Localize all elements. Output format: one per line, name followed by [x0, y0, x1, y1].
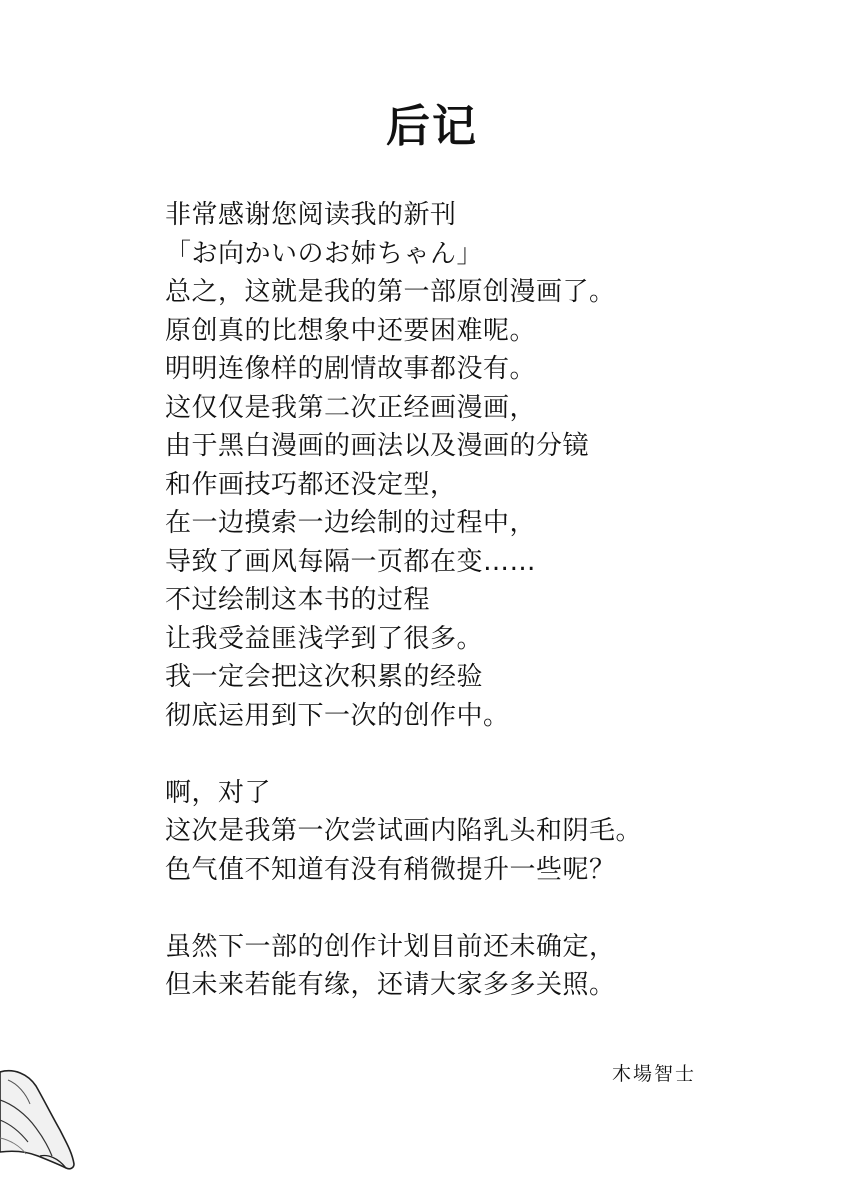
paragraph-closing — [165, 928, 845, 1005]
text-line: 虽然下一部的创作计划目前还未确定， — [165, 931, 616, 962]
paragraph-thanks — [165, 196, 845, 735]
text-line: 导致了画风每隔一页都在变…… — [165, 546, 537, 577]
text-line: 彻底运用到下一次的创作中。 — [165, 700, 510, 731]
author-signature: 木場智士 — [611, 1063, 696, 1085]
afterword-body — [165, 196, 845, 1005]
paragraph-by-the-way — [165, 774, 845, 890]
text-line: 总之，这就是我的第一部原创漫画了。 — [165, 277, 616, 307]
text-line: 非常感谢您阅读我的新刊 — [165, 200, 457, 230]
text-line: 让我受益匪浅学到了很多。 — [165, 623, 484, 654]
text-line: 不过绘制这本书的过程 — [165, 585, 431, 615]
text-line: 这次是我第一次尝试画内陷乳头和阴毛。 — [165, 816, 643, 846]
text-line: 在一边摸索一边绘制的过程中， — [165, 508, 537, 538]
text-line: 我一定会把这次积累的经验 — [165, 662, 484, 692]
text-line: 原创真的比想象中还要困难呢。 — [165, 315, 537, 346]
text-line: 这仅仅是我第二次正经画漫画， — [165, 392, 537, 423]
text-line: 由于黑白漫画的画法以及漫画的分镜 — [165, 431, 590, 461]
text-line: 但未来若能有缘，还请大家多多关照。 — [165, 970, 616, 1000]
text-line: 「お向かいのお姉ちゃん」 — [165, 238, 484, 269]
page-title: 后记 — [386, 101, 478, 152]
text-line: 啊，对了 — [165, 777, 272, 808]
text-line: 明明连像样的剧情故事都没有。 — [165, 354, 537, 384]
hand-illustration — [0, 1060, 90, 1170]
text-line: 和作画技巧都还没定型， — [165, 469, 457, 500]
text-line: 色气值不知道有没有稍微提升一些呢？ — [165, 854, 616, 885]
